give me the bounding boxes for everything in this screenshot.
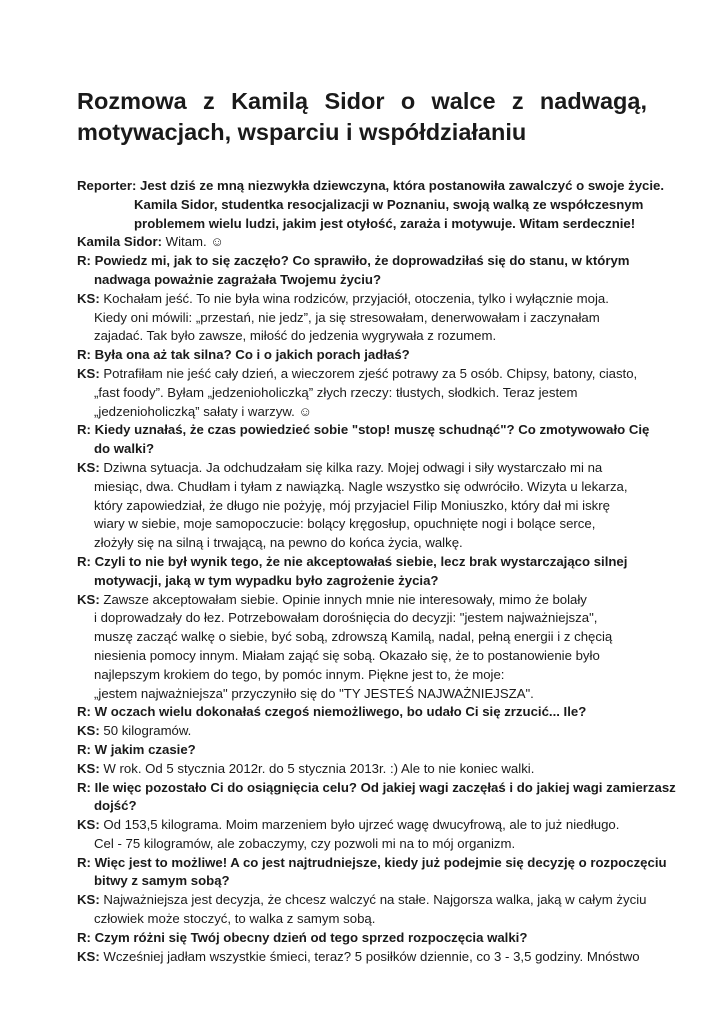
answer-paragraph (77, 233, 657, 252)
text-line: dojść? (94, 798, 137, 814)
text-line: do walki? (94, 441, 155, 457)
answer-text: Od 153,5 kilograma. Moim marzeniem było ujrzeć wagę dwucyfrową, ale to już niedługo. (99, 817, 620, 833)
answer-text: W rok. Od 5 stycznia 2012r. do 5 stycznia 2013r. :) Ale to nie koniec walki. (99, 760, 535, 776)
text-line (77, 290, 657, 309)
answer-paragraph (77, 948, 657, 967)
text-line: R: Czym różni się Twój obecny dzień od tego sprzed rozpoczęcia walki? (77, 929, 528, 945)
question-paragraph (77, 703, 657, 722)
text-line: R: Ile więc pozostało Ci do osiągnięcia celu? Od jakiej wagi zaczęłaś i do jakiej wagi zamierzasz (77, 779, 676, 795)
text-line: R: Czyli to nie był wynik tego, że nie akceptowałaś siebie, lecz brak wystarczająco silnej (77, 553, 628, 569)
answer-paragraph (77, 760, 657, 779)
text-line: R: W jakim czasie? (77, 741, 196, 757)
speaker-label: KS: (77, 892, 100, 908)
question-paragraph (77, 741, 657, 760)
text-line: „jestem najważniejsza" przyczyniło się do "TY JESTEŚ NAJWAŻNIEJSZA". (94, 685, 534, 701)
question-paragraph (77, 177, 665, 233)
question-paragraph (77, 929, 657, 948)
answer-text: Wcześniej jadłam wszystkie śmieci, teraz? 5 posiłków dziennie, co 3 - 3,5 godziny. Mnóstwo (99, 948, 640, 964)
speaker-label: KS: (77, 817, 100, 833)
text-line: R: Więc jest to możliwe! A co jest najtrudniejsze, kiedy już podejmie się decyzję o rozpoczęciu (77, 854, 667, 870)
speaker-label: KS: (77, 365, 100, 381)
question-paragraph (77, 779, 676, 817)
interview-body (77, 177, 676, 966)
text-line (77, 459, 657, 478)
text-line (77, 722, 657, 741)
answer-paragraph (77, 459, 657, 553)
answer-text: Kochałam jeść. To nie była wina rodziców, przyjaciół, otoczenia, tylko i wyłącznie moja. (99, 290, 609, 306)
text-line: „jedzenioholiczką” sałaty i warzyw. ☺ (94, 403, 312, 419)
text-line: R: W oczach wielu dokonałaś czegoś niemożliwego, bo udało Ci się zrzucić... Ile? (77, 704, 587, 720)
text-line (77, 233, 657, 252)
text-line: wiary w siebie, moje samopoczucie: bolący kręgosłup, opuchnięte nogi i bolące serce, (94, 516, 596, 532)
text-line: R: Kiedy uznałaś, że czas powiedzieć sobie "stop! muszę schudnąć"? Co zmotywowało Cię (77, 422, 650, 438)
text-line: zajadać. Tak było zawsze, miłość do jedzenia wygrywała z rozumem. (94, 328, 497, 344)
speaker-label: KS: (77, 723, 100, 739)
text-line: Cel - 75 kilogramów, ale zobaczymy, czy pozwoli mi na to mój organizm. (94, 835, 516, 851)
answer-text: 50 kilogramów. (99, 723, 192, 739)
answer-text: Zawsze akceptowałam siebie. Opinie innych mnie nie interesowały, mimo że bolały (99, 591, 587, 607)
question-paragraph (77, 854, 667, 892)
text-line: motywacji, jaką w tym wypadku było zagrożenie życia? (94, 572, 439, 588)
text-line: muszę zacząć walkę o siebie, być sobą, zdrowszą Kamilą, nadal, pełną energii i z chęcią (94, 629, 613, 645)
text-line: który zapowiedział, że długo nie pożyję, mój przyjaciel Filip Moniuszko, który dał mi iskrę (94, 497, 610, 513)
question-paragraph (77, 346, 657, 365)
answer-paragraph (77, 816, 657, 854)
text-line: Kamila Sidor, studentka resocjalizacji w Poznaniu, swoją walką ze współczesnym (134, 196, 644, 212)
speaker-label: KS: (77, 290, 100, 306)
text-line (77, 891, 657, 910)
text-line: nadwaga poważnie zagrażała Twojemu życiu? (94, 271, 382, 287)
text-line: niesienia pomocy innym. Miałam zająć się sobą. Okazało się, że to postanowienie było (94, 647, 600, 663)
text-line: R: Była ona aż tak silna? Co i o jakich porach jadłaś? (77, 347, 410, 363)
text-line (77, 948, 657, 967)
text-line: i doprowadzały do łez. Potrzebowałam dorośnięcia do decyzji: "jestem najważniejsza", (94, 610, 598, 626)
question-paragraph (77, 421, 657, 459)
speaker-label: KS: (77, 591, 100, 607)
text-line: miesiąc, dwa. Chudłam i tyłam z nawiązką. Nagle wszystko się odwróciło. Wizyta u lekarza, (94, 478, 628, 494)
text-line: złożyły się na silną i trwającą, na pewno do końca życia, walkę. (94, 535, 463, 551)
speaker-label: KS: (77, 459, 100, 475)
answer-text: Potrafiłam nie jeść cały dzień, a wieczorem zjeść potrawy za 5 osób. Chipsy, batony, ciasto, (99, 365, 638, 381)
text-line: człowiek może stoczyć, to walka z samym sobą. (94, 911, 376, 927)
text-line: bitwy z samym sobą? (94, 873, 230, 889)
answer-paragraph (77, 290, 657, 346)
text-line (77, 365, 657, 384)
text-line (77, 760, 657, 779)
answer-paragraph (77, 365, 657, 421)
text-line (77, 816, 657, 835)
speaker-label: KS: (77, 948, 100, 964)
text-line (77, 591, 657, 610)
answer-paragraph (77, 591, 657, 704)
text-line: Reporter: Jest dziś ze mną niezwykła dziewczyna, która postanowiła zawalczyć o swoje życie. (77, 178, 665, 193)
text-line: najlepszym krokiem do tego, by pomóc innym. Piękne jest to, że moje: (94, 666, 505, 682)
question-paragraph (77, 553, 657, 591)
speaker-label: KS: (77, 760, 100, 776)
text-line: problemem wielu ludzi, jakim jest otyłość, zaraża i motywuje. Witam serdecznie! (134, 215, 636, 231)
answer-paragraph (77, 722, 657, 741)
text-line: „fast foody”. Byłam „jedzenioholiczką” złych rzeczy: tłustych, słodkich. Teraz jestem (94, 384, 578, 400)
speaker-label: Kamila Sidor: (77, 234, 163, 250)
text-line: R: Powiedz mi, jak to się zaczęło? Co sprawiło, że doprowadziłaś się do stanu, w którym (77, 253, 630, 269)
answer-text: Witam. ☺ (162, 234, 224, 250)
answer-paragraph (77, 891, 657, 929)
answer-text: Dziwna sytuacja. Ja odchudzałam się kilka razy. Mojej odwagi i siły wystarczało mi na (99, 459, 603, 475)
page-title: Rozmowa z Kamilą Sidor o walce z nadwagą, motywacjach, wsparciu i współdziałaniu (77, 88, 647, 145)
text-line: Kiedy oni mówili: „przestań, nie jedz”, ja się stresowałam, denerwowałam i zaczynałam (94, 309, 600, 325)
answer-text: Najważniejsza jest decyzja, że chcesz walczyć na stałe. Najgorsza walka, jaką w całym życiu (99, 892, 647, 908)
question-paragraph (77, 252, 657, 290)
